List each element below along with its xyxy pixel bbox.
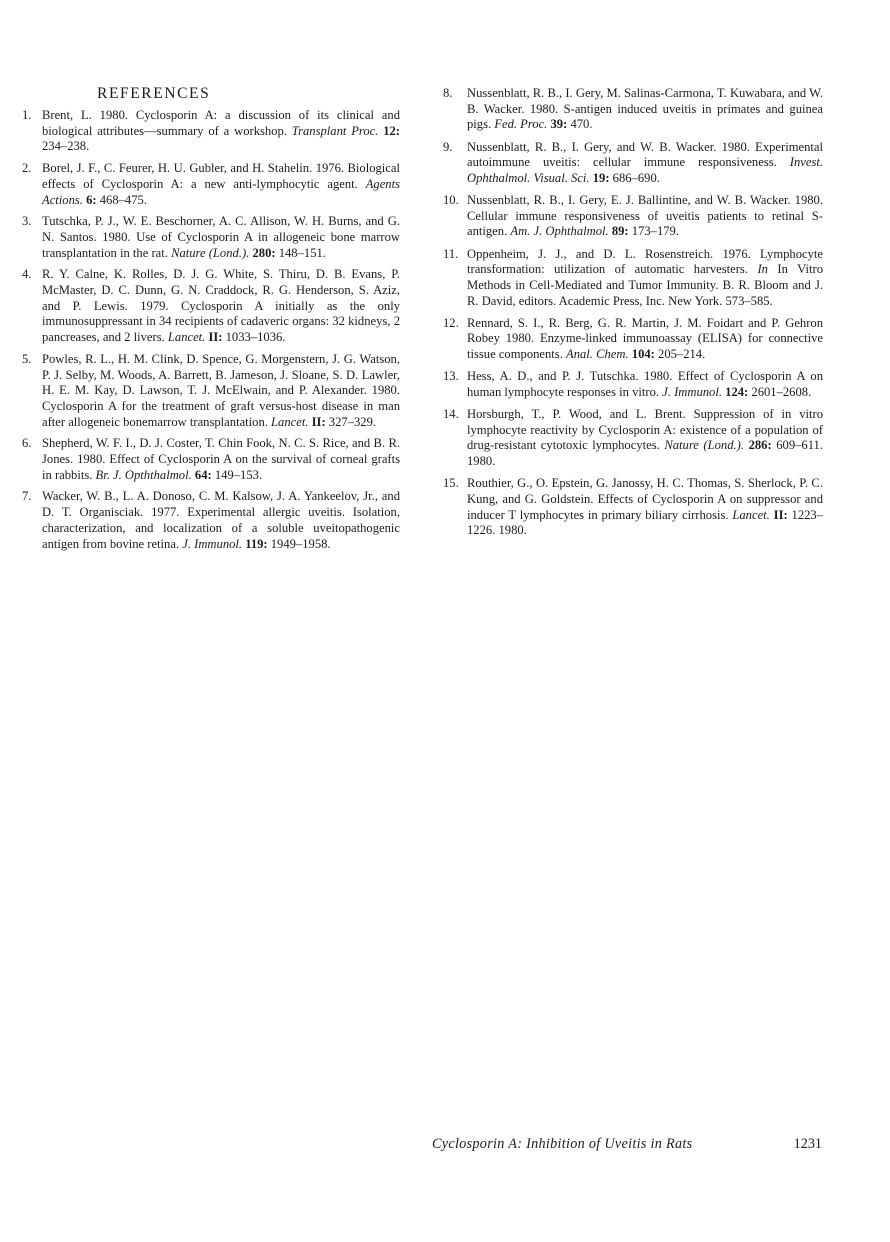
journal-name: Lancet. bbox=[271, 414, 309, 429]
reference-text: 686–690. bbox=[609, 170, 660, 185]
journal-name: Nature (Lond.). bbox=[664, 438, 744, 453]
reference-text: 1949–1958. bbox=[267, 536, 331, 551]
volume-number: 6: bbox=[86, 192, 97, 207]
journal-name: Agents Actions. bbox=[42, 176, 400, 207]
volume-number: 286: bbox=[748, 438, 772, 453]
reference-number: 3. bbox=[22, 214, 32, 229]
volume-number: II: bbox=[311, 414, 326, 429]
reference-text: Wacker, W. B., L. A. Donoso, C. M. Kalsow, J. A. Yankeelov, Jr., and D. T. Organisciak. 1977. Experimental allergic uveitis. Isolation, characterization, and localization of a soluble uveitopathogenic antigen from bovine retina. bbox=[42, 489, 400, 551]
reference-item bbox=[22, 214, 400, 261]
reference-text: 149–153. bbox=[211, 467, 263, 482]
reference-text: In Vitro Methods in Cell-Mediated and Tumor Immunity. B. R. Bloom and J. R. David, editors. Academic Press, Inc. New York. 573–585. bbox=[467, 262, 824, 308]
reference-text: Horsburgh, T., P. Wood, and L. Brent. Suppression of in vitro lymphocyte reactivity by Cyclosporin A: existence of a population of drug-resistant cytotoxic lymphocytes. bbox=[467, 407, 823, 453]
journal-name: Am. J. Ophthalmol. bbox=[510, 224, 609, 239]
volume-number: 280: bbox=[252, 245, 276, 260]
volume-number: 39: bbox=[550, 117, 568, 132]
reference-item bbox=[22, 489, 400, 552]
reference-number: 8. bbox=[443, 86, 453, 100]
reference-number: 6. bbox=[22, 436, 32, 451]
reference-item bbox=[443, 193, 823, 240]
journal-name: In bbox=[757, 262, 768, 277]
reference-number: 5. bbox=[22, 351, 32, 366]
reference-text: Nussenblatt, R. B., I. Gery, E. J. Ballintine, and W. B. Wacker. 1980. Cellular immune responsiveness of uveitis patients to retinal S-antigen. bbox=[467, 193, 823, 239]
reference-item bbox=[22, 436, 400, 483]
reference-text: 468–475. bbox=[96, 192, 147, 207]
reference-text: 327–329. bbox=[325, 414, 377, 429]
reference-text: 2601–2608. bbox=[748, 384, 812, 399]
reference-item bbox=[22, 161, 400, 208]
volume-number: 119: bbox=[245, 536, 268, 551]
reference-number: 11. bbox=[443, 246, 459, 261]
volume-number: 64: bbox=[194, 467, 212, 482]
reference-item bbox=[443, 86, 823, 133]
reference-text: Oppenheim, J. J., and D. L. Rosenstreich. 1976. Lymphocyte transformation: utilization of automatic harvesters. bbox=[467, 246, 823, 277]
volume-number: 89: bbox=[611, 224, 629, 239]
reference-number: 2. bbox=[22, 161, 32, 176]
journal-name: Lancet. bbox=[167, 330, 206, 345]
volume-number: 124: bbox=[725, 384, 749, 399]
journal-name: Br. J. Opththalmol. bbox=[95, 467, 192, 482]
journal-name: Nature (Lond.). bbox=[171, 245, 250, 260]
reference-number: 1. bbox=[22, 108, 32, 122]
journal-name: J. Immunol. bbox=[662, 384, 722, 399]
reference-text: R. Y. Calne, K. Rolles, D. J. G. White, S. Thiru, D. B. Evans, P. McMaster, D. C. Dunn, G. N. Craddock, R. G. Henderson, S. Aziz, and P. Lewis. 1979. Cyclosporin A initially as the only immunosuppressant in 34 recipients of cadaveric organs: 32 kidneys, 2 pancreases, and 2 livers. bbox=[42, 267, 400, 345]
reference-number: 13. bbox=[443, 369, 459, 384]
volume-number: 19: bbox=[592, 170, 610, 185]
reference-number: 4. bbox=[22, 267, 32, 282]
reference-number: 7. bbox=[22, 489, 32, 504]
reference-item bbox=[443, 140, 823, 187]
reference-text: Borel, J. F., C. Feurer, H. U. Gubler, and H. Stahelin. 1976. Biological effects of Cyclosporin A: a new anti-lymphocytic agent. bbox=[42, 161, 400, 191]
running-head: Cyclosporin A: Inhibition of Uveitis in Rats bbox=[432, 1136, 693, 1152]
references-column-left bbox=[22, 108, 400, 558]
volume-number: 12: bbox=[383, 123, 400, 138]
reference-text: Routhier, G., O. Epstein, G. Janossy, H. C. Thomas, S. Sherlock, P. C. Kung, and G. Goldstein. Effects of Cyclosporin A on suppressor and inducer T lymphocytes in primary biliary cirrhosis. bbox=[467, 476, 823, 522]
reference-text: Hess, A. D., and P. J. Tutschka. 1980. Effect of Cyclosporin A on human lymphocyte responses in vitro. bbox=[467, 369, 823, 399]
journal-name: Invest. Ophthalmol. Visual. Sci. bbox=[467, 155, 823, 185]
volume-number: 104: bbox=[631, 347, 655, 362]
reference-text: 1223–1226. 1980. bbox=[467, 507, 824, 538]
volume-number: II: bbox=[773, 507, 788, 522]
page-number: 1231 bbox=[793, 1136, 822, 1152]
reference-text: Tutschka, P. J., W. E. Beschorner, A. C. Allison, W. H. Burns, and G. N. Santos. 1980. Use of Cyclosporin A in allogeneic bone marrow transplantation in the rat. bbox=[42, 214, 400, 260]
reference-item bbox=[22, 108, 400, 155]
reference-text: 148–151. bbox=[275, 245, 326, 260]
reference-text: Nussenblatt, R. B., I. Gery, and W. B. Wacker. 1980. Experimental autoimmune uveitis: cellular immune responsiveness. bbox=[467, 139, 823, 170]
reference-text: 173–179. bbox=[628, 224, 679, 239]
reference-item bbox=[443, 369, 823, 400]
journal-name: Fed. Proc. bbox=[494, 117, 548, 132]
journal-name: Lancet. bbox=[732, 507, 770, 522]
reference-item bbox=[22, 267, 400, 346]
reference-text: Powles, R. L., H. M. Clink, D. Spence, G. Morgenstern, J. G. Watson, P. J. Selby, M. Woods, A. Barrett, B. Jameson, J. Sloane, S. D. Lawler, H. E. M. Kay, D. Lawson, T. J. McElwain, and P. Alexander. 1980. Cyclosporin A for the treatment of graft versus-host disease in man after allogeneic bonemarrow transplantation. bbox=[42, 351, 400, 429]
reference-number: 10. bbox=[443, 193, 459, 207]
reference-text: Shepherd, W. F. I., D. J. Coster, T. Chin Fook, N. C. S. Rice, and B. R. Jones. 1980. Effect of Cyclosporin A on the survival of corneal grafts in rabbits. bbox=[42, 436, 400, 482]
reference-item bbox=[22, 352, 400, 431]
reference-item bbox=[443, 316, 823, 363]
reference-number: 15. bbox=[443, 476, 459, 491]
references-heading: REFERENCES bbox=[97, 85, 211, 102]
reference-number: 14. bbox=[443, 407, 459, 421]
references-column-right bbox=[443, 86, 823, 545]
reference-text: 470. bbox=[567, 117, 593, 132]
reference-item bbox=[443, 407, 823, 470]
reference-text: 1033–1036. bbox=[222, 330, 286, 345]
reference-item bbox=[443, 247, 823, 310]
reference-text: Brent, L. 1980. Cyclosporin A: a discussion of its clinical and biological attributes—summary of a workshop. bbox=[42, 108, 400, 138]
volume-number: II: bbox=[208, 330, 223, 345]
reference-number: 12. bbox=[443, 315, 459, 330]
reference-text: 609–611. 1980. bbox=[467, 438, 823, 469]
journal-name: Anal. Chem. bbox=[566, 347, 629, 362]
reference-item bbox=[443, 476, 823, 539]
reference-text: Rennard, S. I., R. Berg, G. R. Martin, J. M. Foidart and P. Gehron Robey 1980. Enzyme-linked immunoassay (ELISA) for connective tissue components. bbox=[467, 315, 823, 362]
page-footer bbox=[432, 1136, 822, 1153]
reference-text: 234–238. bbox=[42, 139, 90, 154]
journal-name: J. Immunol. bbox=[182, 536, 243, 551]
reference-number: 9. bbox=[443, 139, 453, 154]
journal-name: Transplant Proc. bbox=[291, 123, 379, 138]
reference-text: 205–214. bbox=[654, 347, 706, 362]
reference-text: Nussenblatt, R. B., I. Gery, M. Salinas-Carmona, T. Kuwabara, and W. B. Wacker. 1980. S-antigen induced uveitis in primates and guinea pigs. bbox=[467, 86, 823, 132]
